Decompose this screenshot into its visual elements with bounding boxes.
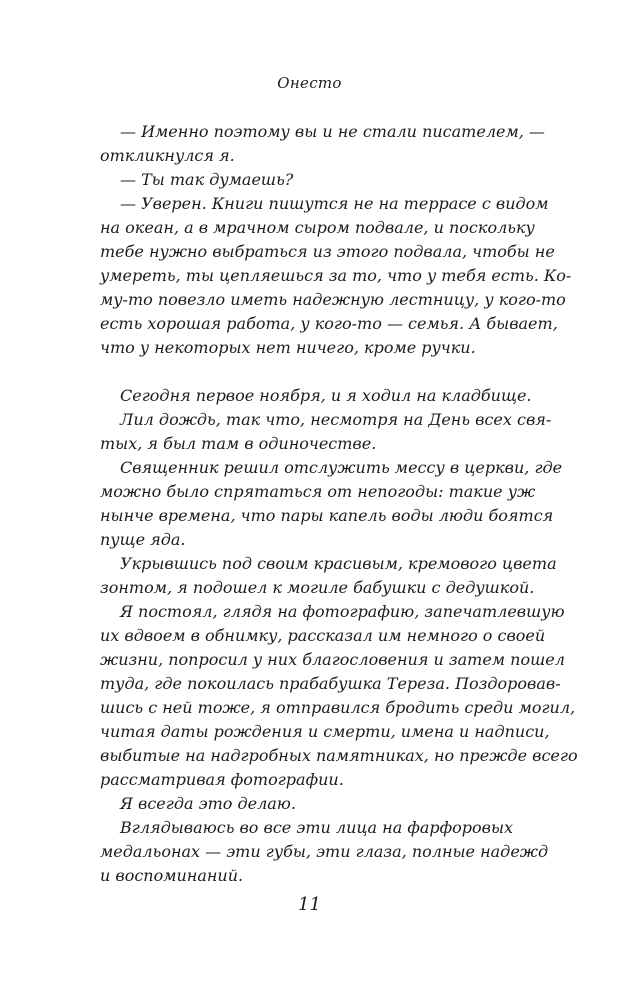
- text-line: — Ты так думаешь?: [120, 170, 294, 189]
- text-line: Я постоял, глядя на фотографию, запечатлевшую: [120, 602, 565, 621]
- page-number: 11: [298, 894, 321, 915]
- text-line: тебе нужно выбраться из этого подвала, чтобы не: [100, 242, 555, 261]
- text-line: пуще яда.: [100, 530, 186, 549]
- text-line: их вдвоем в обнимку, рассказал им немного о своей: [100, 626, 546, 645]
- text-line: жизни, попросил у них благословения и затем пошел: [100, 650, 565, 669]
- text-line: что у некоторых нет ничего, кроме ручки.: [100, 338, 476, 357]
- text-line: туда, где покоилась прабабушка Тереза. Поздоровав-: [100, 674, 561, 693]
- text-line: нынче времена, что пары капель воды люди боятся: [100, 506, 554, 525]
- text-line: Сегодня первое ноября, и я ходил на кладбище.: [120, 386, 532, 405]
- text-line: — Именно поэтому вы и не стали писателем, —: [120, 122, 545, 141]
- page-body: [100, 120, 578, 888]
- running-header: Онесто: [277, 74, 342, 92]
- text-line: медальонах — эти губы, эти глаза, полные надежд: [100, 842, 549, 861]
- text-line: Укрывшись под своим красивым, кремового цвета: [120, 554, 557, 573]
- text-line: умереть, ты цепляешься за то, что у тебя есть. Ко-: [100, 266, 572, 285]
- text-line: откликнулся я.: [100, 146, 235, 165]
- text-line: шись с ней тоже, я отправился бродить среди могил,: [100, 698, 576, 717]
- text-line: зонтом, я подошел к могиле бабушки с дедушкой.: [100, 578, 535, 597]
- text-line: и воспоминаний.: [100, 866, 244, 885]
- text-line: на океан, а в мрачном сыром подвале, и поскольку: [100, 218, 535, 237]
- text-line: можно было спрятаться от непогоды: такие уж: [100, 482, 536, 501]
- text-line: Лил дождь, так что, несмотря на День всех свя-: [120, 410, 552, 429]
- text-line: рассматривая фотографии.: [100, 770, 344, 789]
- text-line: Священник решил отслужить мессу в церкви, где: [120, 458, 563, 477]
- text-line: выбитые на надгробных памятниках, но прежде всего: [100, 746, 578, 765]
- text-line: — Уверен. Книги пишутся не на террасе с видом: [120, 194, 549, 213]
- text-line: Я всегда это делаю.: [120, 794, 296, 813]
- section-break: [100, 360, 508, 384]
- text-line: есть хорошая работа, у кого-то — семья. А бывает,: [100, 314, 558, 333]
- text-line: тых, я был там в одиночестве.: [100, 434, 377, 453]
- text-line: Вглядываюсь во все эти лица на фарфоровых: [120, 818, 514, 837]
- text-line: читая даты рождения и смерти, имена и надписи,: [100, 722, 550, 741]
- text-line: му-то повезло иметь надежную лестницу, у кого-то: [100, 290, 566, 309]
